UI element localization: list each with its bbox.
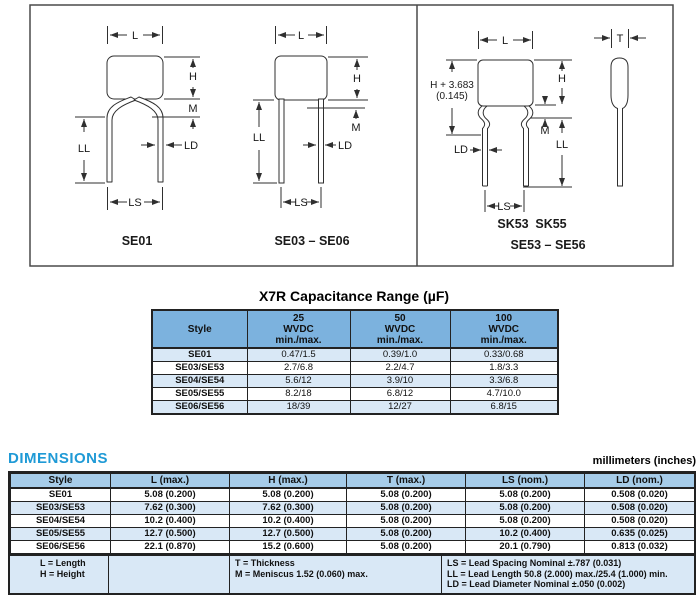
- footnote-length-height: L = Length H = Height: [10, 556, 109, 593]
- capacitance-table: [151, 309, 559, 415]
- se03-caption: SE03 – SE06: [274, 234, 350, 248]
- se03-label-h: H: [353, 73, 361, 85]
- col-header-100wvdc: 100 WVDC min./max.: [450, 310, 558, 348]
- table-row: SE04/SE54 5.6/12 3.9/10 3.3/6.8: [152, 375, 558, 388]
- se03-label-l: L: [297, 30, 305, 42]
- capacitance-range-section: [151, 288, 557, 415]
- dimensions-header-row: [11, 474, 695, 489]
- se03-body: [275, 56, 327, 100]
- dimensions-table: [10, 473, 695, 554]
- se01-right-lead: [134, 97, 163, 182]
- dimensions-footnotes: [10, 554, 694, 593]
- footnote-leads: LS = Lead Spacing Nominal ±.787 (0.031) LL = Lead Length 50.8 (2.000) max./25.4 (1.000) min. LD = Lead Diameter Nominal ±.050 (0.002): [447, 558, 668, 589]
- se53-label-ld: LD: [453, 144, 468, 156]
- dim-col-h: H (max.): [230, 474, 347, 489]
- footnote-thickness-meniscus: T = Thickness M = Meniscus 1.52 (0.060) max.: [230, 556, 442, 593]
- se01-label-ll: LL: [77, 143, 91, 155]
- sk53-caption: SK53: [497, 217, 529, 231]
- dim-col-l: L (max.): [111, 474, 230, 489]
- table-row: SE03/SE53 7.62 (0.300) 7.62 (0.300) 5.08 (0.200) 5.08 (0.200) 0.508 (0.020): [11, 502, 695, 515]
- table-row: SE05/SE55 8.2/18 6.8/12 4.7/10.0: [152, 388, 558, 401]
- table-row: SE04/SE54 10.2 (0.400) 10.2 (0.400) 5.08 (0.200) 5.08 (0.200) 0.508 (0.020): [11, 515, 695, 528]
- se03-right-lead: [319, 99, 324, 183]
- side-label-t: T: [616, 33, 624, 45]
- dimensions-title-row: [8, 450, 696, 467]
- se01-left-lead: [107, 97, 136, 182]
- side-view-body: [611, 58, 628, 186]
- side-view-diagram: [594, 29, 646, 186]
- se01-diagram: [75, 26, 200, 248]
- dim-col-ls: LS (nom.): [466, 474, 585, 489]
- se53-label-ls: LS: [497, 201, 511, 213]
- se01-label-h: H: [189, 71, 197, 83]
- dim-col-t: T (max.): [347, 474, 466, 489]
- se01-label-l: L: [131, 30, 139, 42]
- se03-label-ld: LD: [338, 140, 353, 152]
- se01-label-ls: LS: [128, 197, 142, 209]
- diagram-frame: [30, 5, 673, 266]
- units-note: millimeters (inches): [592, 455, 696, 467]
- capacitance-table-title: X7R Capacitance Range (µF): [258, 288, 450, 304]
- sk55-caption: SK55: [535, 217, 567, 231]
- table-row: SE01 5.08 (0.200) 5.08 (0.200) 5.08 (0.200) 5.08 (0.200) 0.508 (0.020): [11, 488, 695, 502]
- footnote-empty: [109, 556, 230, 593]
- table-row: SE03/SE53 2.7/6.8 2.2/4.7 1.8/3.3: [152, 362, 558, 375]
- dimensions-table-wrapper: [8, 471, 696, 595]
- se03-label-ll: LL: [252, 132, 266, 144]
- se53-label-h: H: [558, 73, 566, 85]
- table-row: SE06/SE56 18/39 12/27 6.8/15: [152, 401, 558, 415]
- se53-caption: SE53 – SE56: [510, 238, 586, 252]
- col-header-25wvdc: 25 WVDC min./max.: [247, 310, 350, 348]
- se53-label-ll: LL: [555, 139, 569, 151]
- table-row: SE06/SE56 22.1 (0.870) 15.2 (0.600) 5.08 (0.200) 20.1 (0.790) 0.813 (0.032): [11, 541, 695, 554]
- dim-col-style: Style: [11, 474, 111, 489]
- se53-label-l: L: [501, 35, 509, 47]
- se03-label-m: M: [351, 122, 361, 134]
- dim-col-ld: LD (nom.): [585, 474, 695, 489]
- capacitance-header-row: [152, 310, 558, 348]
- col-header-style: Style: [152, 310, 247, 348]
- dimensions-title: DIMENSIONS: [8, 450, 109, 467]
- se53-label-m: M: [540, 125, 550, 137]
- se03-se06-diagram: [253, 26, 368, 248]
- dimensions-section: [8, 450, 696, 595]
- se01-caption: SE01: [121, 234, 153, 248]
- se01-label-ld: LD: [184, 140, 199, 152]
- table-row: SE05/SE55 12.7 (0.500) 12.7 (0.500) 5.08 (0.200) 10.2 (0.400) 0.635 (0.025): [11, 528, 695, 541]
- capacitor-outline-diagrams: [0, 0, 700, 272]
- se01-body: [107, 56, 163, 99]
- se53-label-h-offset-2: (0.145): [436, 91, 468, 102]
- se53-body: [478, 60, 533, 106]
- table-row: SE01 0.47/1.5 0.39/1.0 0.33/0.68: [152, 348, 558, 362]
- se03-label-ls: LS: [294, 197, 308, 209]
- se01-label-m: M: [188, 103, 198, 115]
- col-header-50wvdc: 50 WVDC min./max.: [350, 310, 450, 348]
- se53-se56-diagram: [430, 31, 585, 252]
- se53-label-h-offset-1: H + 3.683: [430, 80, 474, 91]
- se03-left-lead: [279, 99, 284, 183]
